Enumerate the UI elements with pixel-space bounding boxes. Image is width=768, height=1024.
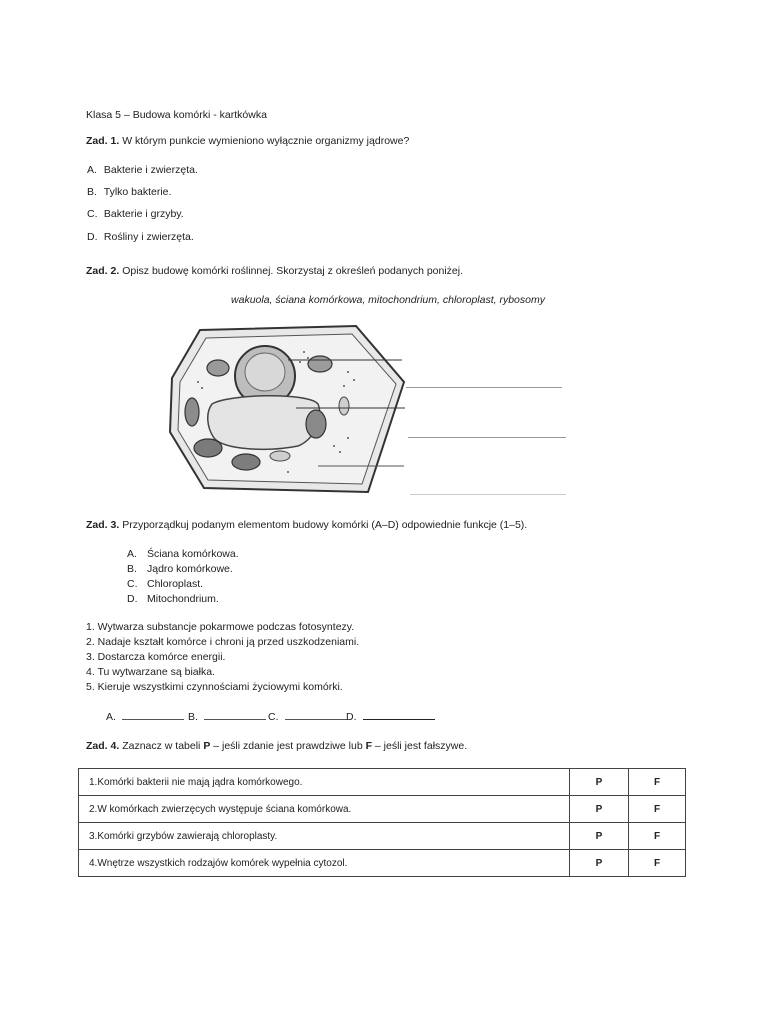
plant-cell-diagram (168, 322, 408, 496)
label-answer-line[interactable] (406, 387, 562, 388)
label-answer-line[interactable] (410, 494, 566, 495)
task-3-element-d: D. Mitochondrium. (127, 593, 219, 605)
answer-slot-a[interactable]: A. (106, 709, 184, 723)
nucleolus (245, 353, 285, 391)
task-3-element-c: C. Chloroplast. (127, 578, 204, 590)
task-3-function: 5. Kieruje wszystkimi czynnościami życiowymi komórki. (86, 681, 343, 693)
statement-cell: 2.W komórkach zwierzęcych występuje ściana komórkowa. (79, 796, 570, 823)
false-option[interactable]: F (629, 769, 686, 796)
true-option[interactable]: P (570, 823, 629, 850)
task-3-question (86, 519, 527, 531)
answer-slot-c[interactable]: C. (268, 709, 347, 723)
statement-cell: 3.Komórki grzybów zawierają chloroplasty. (79, 823, 570, 850)
true-option[interactable]: P (570, 769, 629, 796)
task-1-option-c[interactable]: C. Bakterie i grzyby. (87, 208, 184, 220)
task-4-question: Zad. 4. Zaznacz w tabeli P – jeśli zdanie jest prawdziwe lub F – jeśli jest fałszywe. (86, 740, 468, 752)
task-3-text: Przyporządkuj podanym elementom budowy komórki (A–D) odpowiednie funkcje (1–5). (122, 519, 528, 531)
task-2-question (86, 265, 463, 277)
task-1-option-d[interactable]: D. Rośliny i zwierzęta. (87, 231, 194, 243)
task-2-text: Opisz budowę komórki roślinnej. Skorzystaj z określeń podanych poniżej. (122, 265, 464, 277)
answer-blank[interactable] (363, 709, 435, 720)
task-3-element-b: B. Jądro komórkowe. (127, 563, 233, 575)
task-1-option-b[interactable]: B. Tylko bakterie. (87, 186, 172, 198)
task-3-function: 1. Wytwarza substancje pokarmowe podczas fotosyntezy. (86, 621, 355, 633)
statement-cell: 1.Komórki bakterii nie mają jądra komórkowego. (79, 769, 570, 796)
task-3-function: 2. Nadaje kształt komórce i chroni ją przed uszkodzeniami. (86, 636, 360, 648)
table-row (79, 850, 686, 877)
true-option[interactable]: P (570, 796, 629, 823)
table-row (79, 823, 686, 850)
statement-cell: 4.Wnętrze wszystkich rodzajów komórek wypełnia cytozol. (79, 850, 570, 877)
answer-blank[interactable] (122, 709, 184, 720)
mitochondrion (339, 397, 349, 415)
table-row (79, 796, 686, 823)
answer-slot-d[interactable]: D. (346, 709, 435, 723)
chloroplast (306, 410, 326, 438)
task-3-label: Zad. 3. (86, 519, 120, 531)
table-row (79, 769, 686, 796)
false-option[interactable]: F (629, 796, 686, 823)
task-3-function: 4. Tu wytwarzane są białka. (86, 666, 215, 678)
label-answer-line[interactable] (408, 437, 566, 438)
chloroplast (232, 454, 260, 470)
task-1-question (86, 135, 409, 147)
worksheet-title: Klasa 5 – Budowa komórki - kartkówka (86, 109, 267, 121)
task-1-option-a[interactable]: A. Bakterie i zwierzęta. (87, 164, 198, 176)
answer-blank[interactable] (285, 709, 347, 720)
chloroplast (194, 439, 222, 457)
chloroplast (185, 398, 199, 426)
task-1-text: W którym punkcie wymieniono wyłącznie organizmy jądrowe? (122, 135, 410, 147)
true-option[interactable]: P (570, 850, 629, 877)
mitochondrion (270, 451, 290, 461)
task-1-label: Zad. 1. (86, 135, 120, 147)
task-3-element-a: A. Ściana komórkowa. (127, 548, 239, 560)
task-3-function: 3. Dostarcza komórce energii. (86, 651, 226, 663)
false-option[interactable]: F (629, 823, 686, 850)
vacuole (208, 396, 320, 450)
task-2-label: Zad. 2. (86, 265, 120, 277)
task-2-terms: wakuola, ściana komórkowa, mitochondrium, chloroplast, rybosomy (231, 294, 545, 306)
chloroplast (308, 356, 332, 372)
answer-blank[interactable] (204, 709, 266, 720)
chloroplast (207, 360, 229, 376)
false-option[interactable]: F (629, 850, 686, 877)
task-4-label: Zad. 4. (86, 740, 120, 752)
answer-slot-b[interactable]: B. (188, 709, 266, 723)
true-false-table (78, 768, 686, 877)
